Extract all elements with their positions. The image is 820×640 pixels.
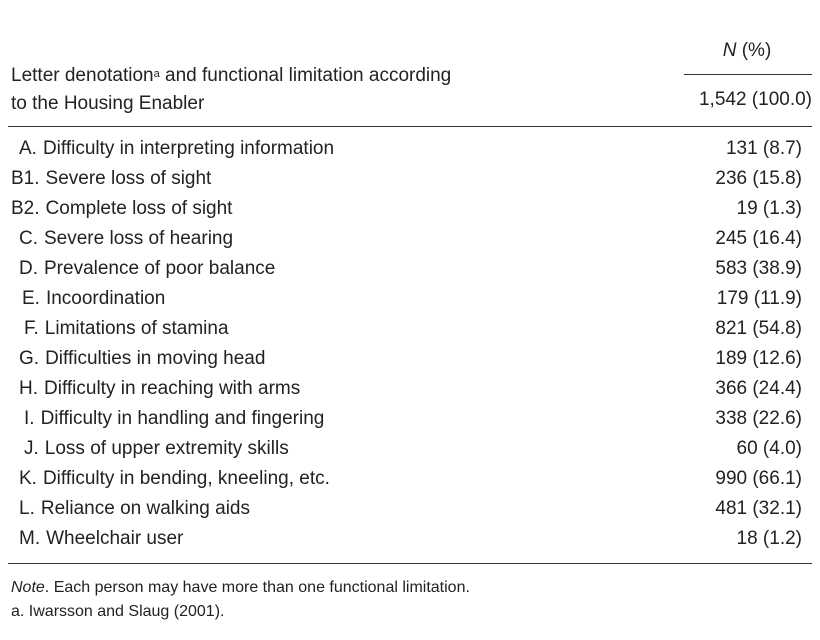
table-row [8,464,812,494]
limitation-label [19,254,275,284]
table-row [8,344,812,374]
column-header-limitation [11,62,571,118]
table-row [8,224,812,254]
limitation-label [19,464,330,494]
limitation-label [24,434,289,464]
note-line [11,576,470,600]
limitation-count: 338 (22.6) [715,408,802,429]
column-header-n [682,40,812,62]
limitation-count: 481 (32.1) [715,498,802,519]
limitation-count: 236 (15.8) [715,168,802,189]
limitation-text: Wheelchair user [46,528,184,549]
limitation-text: Limitations of stamina [44,318,229,339]
limitation-letter: A. [19,138,37,159]
header-label-line2: to the Housing Enabler [11,93,205,114]
table-header [8,0,812,126]
table-notes [11,576,470,624]
limitation-count: 18 (1.2) [736,528,802,549]
limitation-count: 821 (54.8) [715,318,802,339]
limitation-letter: B2. [11,198,40,219]
limitation-letter: F. [24,318,39,339]
limitation-label [22,284,165,314]
header-label-text: Letter denotation [11,65,154,86]
table-row [8,524,812,554]
limitation-count: 366 (24.4) [715,378,802,399]
note-text: . Each person may have more than one functional limitation. [44,579,470,596]
limitation-count: 990 (66.1) [715,468,802,489]
limitation-letter: E. [22,288,40,309]
limitation-count: 189 (12.6) [715,348,802,369]
limitation-text: Difficulty in handling and fingering [40,408,325,429]
header-label-line1 [11,65,451,86]
limitation-text: Complete loss of sight [45,198,233,219]
limitation-label [24,404,324,434]
pct-label: (%) [736,40,772,61]
limitation-letter: M. [19,528,41,549]
table-row [8,374,812,404]
limitation-count: 19 (1.3) [736,198,802,219]
limitation-label [19,494,250,524]
limitation-text: Difficulty in interpreting information [42,138,335,159]
limitation-letter: G. [19,348,40,369]
table-row [8,314,812,344]
limitation-label [19,224,233,254]
limitation-text: Incoordination [45,288,166,309]
limitation-text: Prevalence of poor balance [44,258,276,279]
limitation-letter: B1. [11,168,40,189]
header-label-text-continued: and functional limitation according [159,65,452,86]
limitation-text: Difficulty in bending, kneeling, etc. [42,468,330,489]
table-row [8,134,812,164]
footnote-a: a. Iwarsson and Slaug (2001). [11,603,225,620]
table-row [8,164,812,194]
limitation-letter: D. [19,258,38,279]
limitation-letter: C. [19,228,38,249]
limitation-label [19,134,334,164]
limitation-text: Severe loss of hearing [44,228,234,249]
limitation-letter: J. [24,438,39,459]
table-row [8,434,812,464]
limitation-count: 131 (8.7) [725,138,802,159]
limitation-text: Loss of upper extremity skills [44,438,289,459]
limitation-label [19,524,183,554]
note-label: Note [11,579,45,596]
limitation-count: 245 (16.4) [715,228,802,249]
limitation-letter: K. [19,468,37,489]
limitation-letter: I. [24,408,35,429]
limitation-label [19,374,300,404]
table-row [8,254,812,284]
limitation-label [11,194,232,224]
total-count: 1,542 (100.0) [698,89,812,110]
limitation-count: 60 (4.0) [736,438,802,459]
limitation-text: Severe loss of sight [45,168,212,189]
table-row [8,194,812,224]
functional-limitation-table [8,0,812,640]
limitation-text: Reliance on walking aids [40,498,250,519]
limitation-text: Difficulty in reaching with arms [44,378,301,399]
table-bottom-rule [8,563,812,564]
header-divider [8,126,812,127]
n-label: N [722,40,737,61]
limitation-letter: L. [19,498,35,519]
limitation-count: 583 (38.9) [715,258,802,279]
limitation-label [11,164,211,194]
limitation-letter: H. [19,378,38,399]
n-header-rule [684,74,812,75]
limitation-count: 179 (11.9) [716,288,802,309]
footnote-marker-a: a [153,68,160,80]
limitation-label [19,344,265,374]
table-row [8,284,812,314]
limitation-label [24,314,229,344]
limitation-text: Difficulties in moving head [45,348,266,369]
table-body [8,134,812,554]
table-row [8,494,812,524]
table-row [8,404,812,434]
